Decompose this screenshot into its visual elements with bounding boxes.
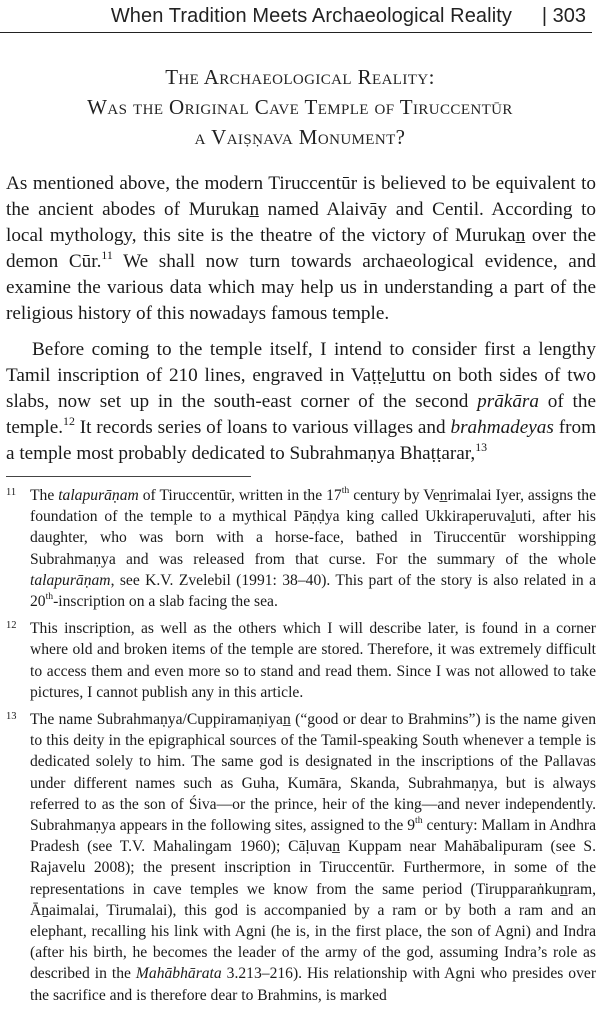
section-heading-line-1: The Archaeological Reality: — [165, 65, 435, 89]
footnote-ref-12[interactable]: 12 — [63, 414, 75, 429]
fn11-ordinal-2: th — [45, 591, 54, 603]
p2-text-b: of the temple. — [6, 391, 596, 438]
footnote-ref-13[interactable]: 13 — [475, 440, 488, 455]
p2-text-a: Before coming to the temple itself, I intend to consider first a lengthy Tamil inscription of 210 lines, engraved in Vaṭṭeḻuttu on both sides of two slabs, now set up in the south-east corner of the second — [6, 339, 596, 412]
footnote-ref-11[interactable]: 11 — [101, 248, 113, 263]
fn11-italic-2: talapurāṇam — [30, 571, 111, 589]
fn11-ordinal-1: th — [341, 485, 350, 497]
footnote-number: 12 — [6, 620, 17, 632]
footnote-divider — [6, 476, 251, 477]
fn11-text-c: century by Ven̲rimalai Iyer, assigns the foundation of the temple to a mythical Pāṇḍya king called Ukkiraperuvaḻuti, after his daughter, who was born with a horse-face, bathed in Tiruccentūr worshipping Subrahmaṇya and was released from that curse. For the summary of the whole — [30, 487, 596, 568]
footnote-number: 11 — [6, 487, 17, 498]
page-number: | 303 — [541, 5, 586, 27]
p2-italic-prakara: prākāra — [477, 391, 539, 412]
footnote-number: 13 — [6, 711, 17, 723]
fn13-text-b: century: Mallam in Andhra Pradesh (see T.V. Mahalingam 1960); Cāḷuvan̲ Kuppam near Mahābalipuram (see S. Rajavelu 2008); the present inscription in Tiruccentūr. Furthermore, in some of the representations in cave temples we know from the same period (Tirupparaṅkun̲ram, Āṉaimalai, Tirumalai), this god is accompanied by a ram or by both a ram and an elephant, recalling his link with Agni (he is, in the first place, the son of Agni) and Indra (after his birth, he becomes the leader of the army of the god, assuming Indra’s role as described in the — [30, 817, 596, 983]
p2-text-c: It records series of loans to various villages and — [74, 417, 451, 438]
fn11-italic-1: talapurāṇam — [58, 487, 139, 504]
running-header — [0, 2, 592, 33]
p2-text-d: from a temple most probably dedicated to Subrahmaṇya Bhaṭṭarar, — [6, 417, 596, 464]
fn11-text-b: of Tiruccentūr, written in the 17 — [138, 487, 342, 504]
body-text — [6, 171, 596, 477]
footnotes — [6, 485, 596, 1012]
footnote-text — [30, 709, 596, 1006]
footnote-11 — [6, 485, 596, 612]
fn11-text-a: The — [30, 487, 59, 504]
running-header-title: When Tradition Meets Archaeological Reality — [110, 5, 512, 27]
section-heading-line-2: Was the Original Cave Temple of Tiruccentūr — [87, 95, 513, 119]
fn11-text-d: , see K.V. Zvelebil (1991: 38–40). This part of the story is also related in a 20 — [30, 571, 596, 611]
footnote-text — [30, 485, 596, 612]
footnote-13 — [6, 709, 596, 1006]
p1-text-a: As mentioned above, the modern Tiruccentūr is believed to be equivalent to the ancient abodes of Murukan̲ named Alaivāy and Centil. According to local mythology, this site is the theatre of the victory of Murukan̲ over the demon Cūr. — [6, 173, 596, 272]
footnote-12 — [6, 618, 596, 703]
fn13-text-a: The name Subrahmaṇya/Cuppiramaṇiyan̲ (“good or dear to Brahmins”) is the name given to this deity in the epigraphical sources of the Tamil-speaking South whenever a temple is dedicated solely to him. The same god is designated in the inscriptions of the Pallavas under different names such as Guha, Kumāra, Skanda, Subrahmaṇya, but is always referred to as the son of Śiva—or the prince, heir of the king—and never independently. Subrahmaṇya appears in the following sites, assigned to the 9 — [30, 711, 596, 835]
fn13-ordinal-1: th — [415, 815, 423, 827]
fn13-italic-mahabharata: Mahābhārata — [135, 965, 222, 983]
p1-text-b: We shall now turn towards archaeological evidence, and examine the various data which may help us in understanding a part of the religious history of this nowadays famous temple. — [6, 251, 597, 324]
section-heading — [0, 62, 600, 152]
paragraph-2 — [6, 337, 596, 467]
paragraph-1 — [6, 171, 596, 327]
section-heading-line-3: a Vaiṣṇava Monument? — [194, 125, 406, 149]
footnote-text: This inscription, as well as the others which I will describe later, is found in a corner where old and broken items of the temple are stored. Therefore, it was extremely difficult to access them and even more so to stand and read them. Since I was not allowed to take pictures, I cannot publish any in this article. — [30, 620, 596, 701]
p2-italic-brahmadeyas: brahmadeyas — [450, 417, 554, 438]
fn11-text-e: -inscription on a slab facing the sea. — [53, 593, 278, 611]
fn13-text-c: 3.213–216). His relationship with Agni who presides over the sacrifice and is therefore dear to Brahmins, is marked — [30, 965, 597, 1004]
